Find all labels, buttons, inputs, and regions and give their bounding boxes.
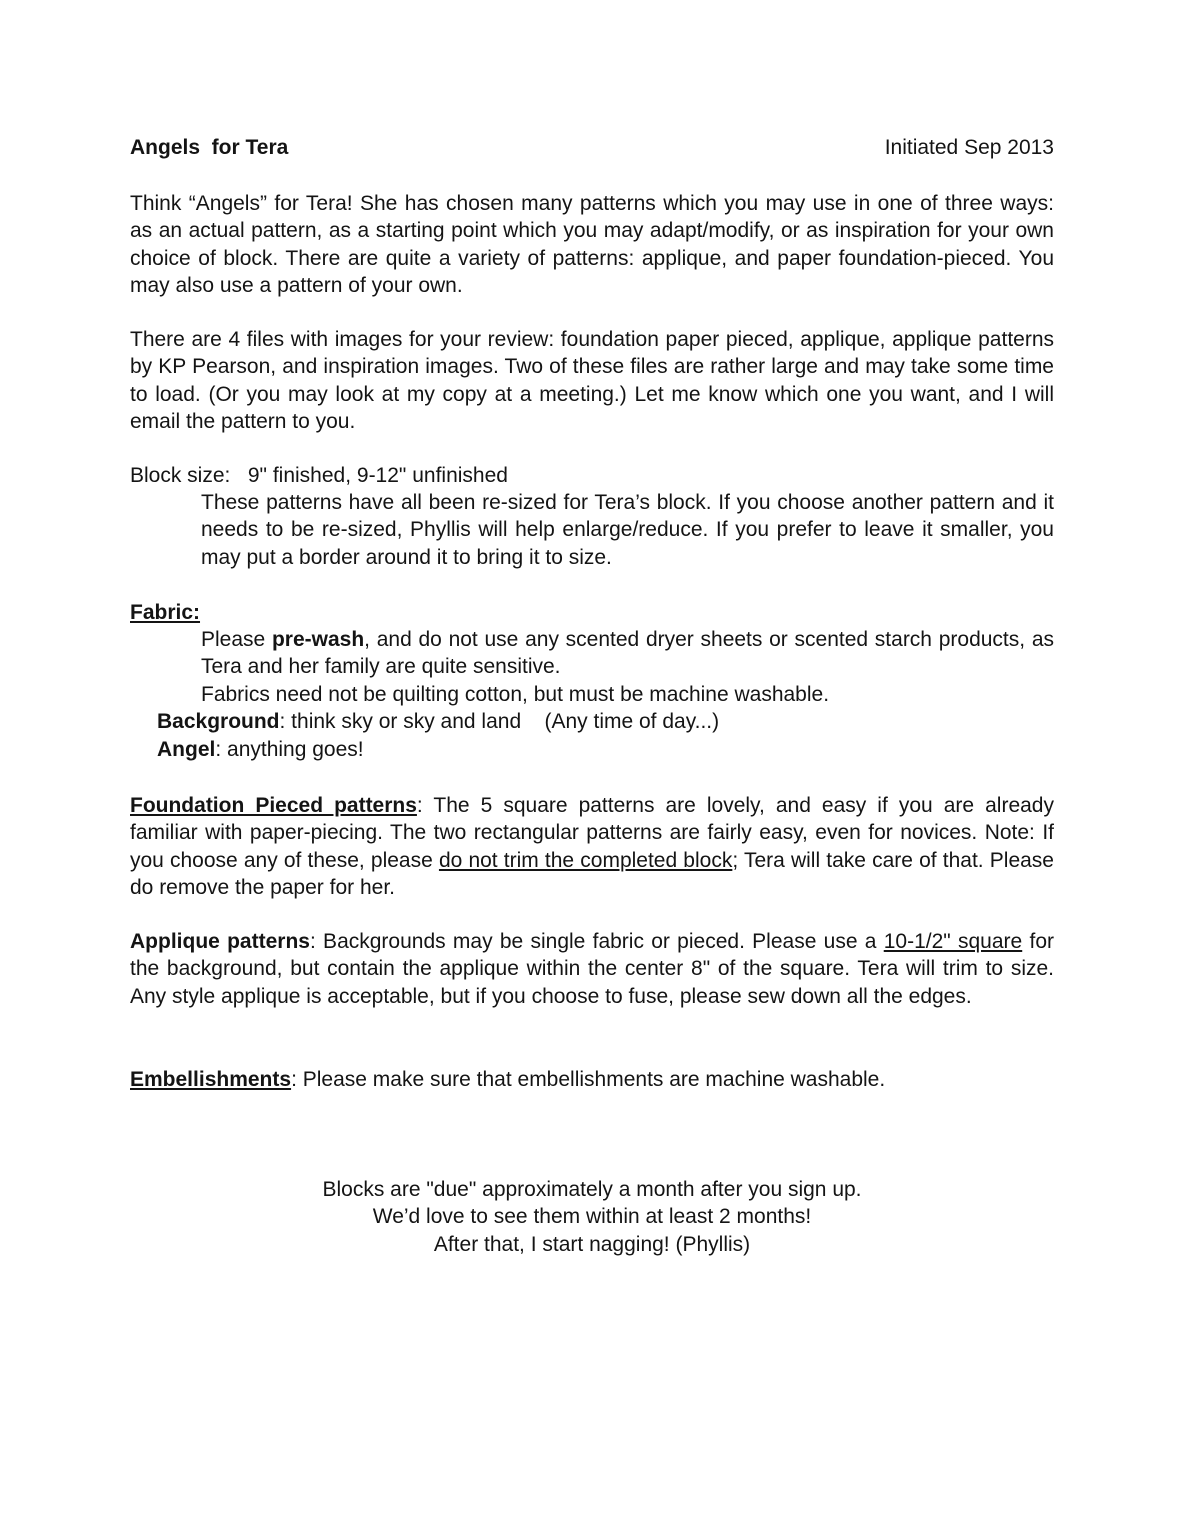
block-size-text: These patterns have all been re-sized for Tera’s block. If you choose another pattern and it needs to be re-sized, Phyllis will help enlarge/reduce. If you prefer to leave it smaller, you may put a border around it to bring it to size.: [201, 491, 1054, 569]
block-size-label: Block size: 9" finished, 9-12" unfinished: [130, 464, 508, 487]
applique-heading: Applique patterns: [130, 930, 310, 953]
foundation-text-before: : The 5 square patterns are lovely, and easy if you are already familiar with paper-piecing. The two rectangular patterns are fairly easy, even for novices. Note: If you choose any of these, please: [130, 794, 1054, 872]
background-line: [157, 708, 719, 735]
embellishments-heading: Embellishments: [130, 1068, 292, 1091]
foundation-text-after: ; Tera will take care of that. Please do remove the paper for her.: [130, 848, 1054, 899]
intro-paragraph: Think “Angels” for Tera! She has chosen many patterns which you may use in one of three ways: as an actual pattern, as a starting point which you may adapt/modify, or as inspiration for your own choice of block. There are quite a variety of patterns: applique, and paper foundation-pieced. You may also use a pattern of your own.: [130, 192, 1054, 297]
angel-label: Angel: [157, 738, 216, 761]
angel-text: : anything goes!: [215, 738, 364, 761]
applique-underlined: 10-1/2" square: [883, 930, 1023, 953]
files-paragraph: There are 4 files with images for your review: foundation paper pieced, applique, applique patterns by KP Pearson, and inspiration images. Two of these files are rather large and may take some time to load. (Or you may look at my copy at a meeting.) Let me know which one you want, and I will email the pattern to you.: [130, 328, 1054, 433]
washable-line: Fabrics need not be quilting cotton, but must be machine washable.: [201, 683, 830, 706]
prewash-after: , and do not use any scented dryer sheets or scented starch products, as Tera and her family are quite sensitive.: [201, 628, 1055, 679]
foundation-paragraph: [130, 792, 1054, 901]
closing-line-2: We’d love to see them within at least 2 months!: [372, 1205, 812, 1229]
closing-note: [130, 1176, 1054, 1258]
angel-line: [157, 736, 364, 763]
applique-paragraph: [130, 928, 1054, 1010]
foundation-underlined: do not trim the completed block: [438, 848, 733, 872]
applique-text-before: : Backgrounds may be single fabric or pieced. Please use a: [309, 930, 884, 953]
background-text: : think sky or sky and land (Any time of day...): [279, 710, 720, 733]
fabric-heading-text: Fabric:: [130, 601, 201, 624]
prewash-bold: pre-wash: [271, 628, 365, 651]
background-label: Background: [157, 710, 280, 733]
embellishments-paragraph: [130, 1066, 885, 1093]
applique-text-after: for the background, but contain the applique within the center 8" of the square. Tera will trim to size. Any style applique is acceptable, but if you choose to fuse, please sew down all the edges.: [130, 930, 1054, 1008]
embellishments-text: : Please make sure that embellishments are machine washable.: [291, 1068, 886, 1091]
prewash-paragraph: [201, 626, 1054, 681]
prewash-before: Please: [201, 628, 272, 651]
initiated-date: Initiated Sep 2013: [884, 136, 1054, 159]
closing-line-3: After that, I start nagging! (Phyllis): [433, 1232, 751, 1256]
foundation-heading: Foundation Pieced patterns: [130, 794, 417, 817]
document-title: Angels for Tera: [130, 136, 289, 159]
closing-line-1: Blocks are "due" approximately a month after you sign up.: [322, 1178, 862, 1201]
fabric-heading: [130, 599, 200, 626]
header: [130, 136, 1054, 166]
